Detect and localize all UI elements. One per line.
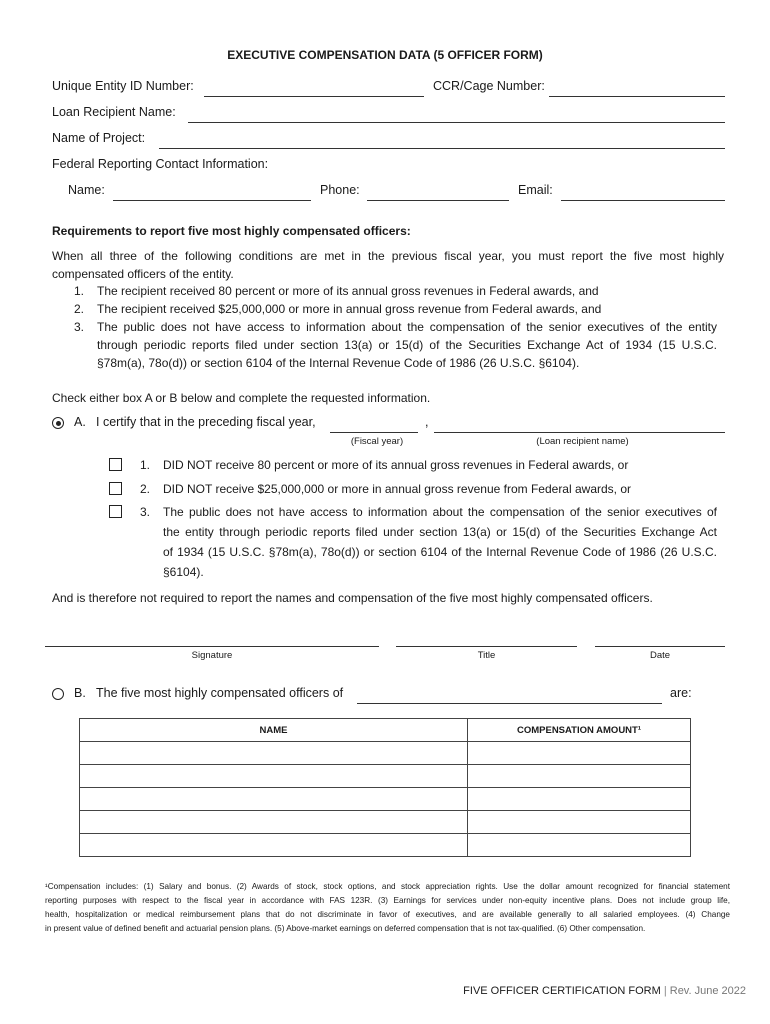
form-title: EXECUTIVE COMPENSATION DATA (5 OFFICER FORM): [227, 48, 543, 62]
option-a-item-3-line1: The public does not have access to information about the compensation of the senior executives of: [163, 505, 717, 519]
compensation-column-header: COMPENSATION AMOUNT¹: [468, 719, 691, 742]
loan-recipient-field[interactable]: [434, 432, 725, 433]
contact-phone-field[interactable]: [367, 200, 509, 201]
table-header-row: [80, 719, 691, 742]
unique-entity-id-label: Unique Entity ID Number:: [52, 79, 194, 93]
date-field[interactable]: [595, 646, 725, 647]
title-caption: Title: [477, 650, 496, 661]
loan-recipient-name-field[interactable]: [188, 122, 725, 123]
option-a-item-1-checkbox[interactable]: [109, 458, 122, 471]
compensation-footnote: [45, 880, 730, 936]
ccr-cage-field[interactable]: [549, 96, 725, 97]
check-instruction: Check either box A or B below and complete the requested information.: [52, 391, 431, 405]
loan-recipient-name-label: Loan Recipient Name:: [52, 105, 176, 119]
footer-revision: Rev. June 2022: [669, 985, 746, 997]
requirement-3-line3: §78m(a), 78o(d)) or section 6104 of the Internal Revenue Code of 1986 (26 U.S.C. §6104).: [97, 356, 580, 370]
contact-phone-label: Phone:: [320, 183, 360, 197]
option-a-item-3-line4: §6104).: [163, 565, 204, 579]
option-a-item-2-number: 2.: [140, 482, 151, 496]
option-a-item-1-text: DID NOT receive 80 percent or more of its annual gross revenues in Federal awards, or: [163, 458, 629, 472]
contact-name-label: Name:: [68, 183, 105, 197]
footer-form-name: FIVE OFFICER CERTIFICATION FORM: [463, 985, 661, 997]
contact-email-field[interactable]: [561, 200, 725, 201]
table-row: [80, 765, 691, 788]
officer-name-cell[interactable]: [80, 765, 468, 788]
option-a-letter: A.: [74, 415, 86, 429]
date-caption: Date: [649, 650, 671, 661]
requirements-intro-line2: compensated officers of the entity.: [52, 267, 234, 281]
name-of-project-label: Name of Project:: [52, 131, 146, 145]
federal-reporting-label: Federal Reporting Contact Information:: [52, 157, 269, 171]
requirement-3-line1: The public does not have access to information about the compensation of the senior executives of the entity: [97, 320, 717, 334]
option-b-letter: B.: [74, 686, 86, 700]
loan-recipient-caption: (Loan recipient name): [536, 436, 629, 447]
compensation-amount-cell[interactable]: [468, 742, 691, 765]
table-row: [80, 834, 691, 857]
table-row: [80, 811, 691, 834]
requirements-heading: Requirements to report five most highly compensated officers:: [52, 224, 411, 238]
contact-email-label: Email:: [518, 183, 553, 197]
compensation-table: [79, 718, 691, 857]
contact-name-field[interactable]: [113, 200, 311, 201]
footnote-line-3: health, hospitalization or medical reimbursement plans that do not discriminate in favor of executives, and are available generally to all salaried employees. (4) Change: [45, 910, 730, 919]
title-field[interactable]: [396, 646, 577, 647]
fiscal-year-field[interactable]: [330, 432, 418, 433]
officer-name-cell[interactable]: [80, 742, 468, 765]
option-a-comma: ,: [425, 415, 429, 429]
option-b-text: The five most highly compensated officers of: [96, 686, 344, 700]
name-column-header: NAME: [80, 719, 468, 742]
option-a-radio[interactable]: [52, 417, 64, 429]
fiscal-year-caption: (Fiscal year): [350, 436, 404, 447]
option-b-suffix: are:: [670, 686, 692, 700]
option-a-item-3-checkbox[interactable]: [109, 505, 122, 518]
compensation-amount-cell[interactable]: [468, 811, 691, 834]
option-a-conclusion: And is therefore not required to report the names and compensation of the five most highly compensated officers.: [52, 591, 653, 605]
option-a-item-2-checkbox[interactable]: [109, 482, 122, 495]
option-a-text: I certify that in the preceding fiscal year,: [96, 415, 316, 429]
officer-name-cell[interactable]: [80, 788, 468, 811]
requirement-3-number: 3.: [74, 320, 85, 334]
page-footer: [463, 985, 746, 997]
option-a-item-3-line3: of 1934 (15 U.S.C. §78m(a), 78o(d)) or section 6104 of the Internal Revenue Code of 1986 (26 U.S.C.: [163, 545, 717, 559]
option-a-item-1-number: 1.: [140, 458, 151, 472]
requirement-3-line2: through periodic reports filed under section 13(a) or 15(d) of the Securities Exchange Act of 1934 (15 U.S.C.: [97, 338, 717, 352]
compensation-amount-cell[interactable]: [468, 765, 691, 788]
signature-field[interactable]: [45, 646, 379, 647]
requirement-2-text: The recipient received $25,000,000 or more in annual gross revenue from Federal awards, and: [97, 302, 602, 316]
signature-caption: Signature: [191, 650, 233, 661]
compensation-amount-cell[interactable]: [468, 834, 691, 857]
option-a-item-2-text: DID NOT receive $25,000,000 or more in annual gross revenue from Federal awards, or: [163, 482, 632, 496]
footer-separator: |: [663, 985, 667, 997]
footnote-line-2: reporting purposes with respect to the fiscal year in accordance with FAS 123R. (3) Earnings for services under non-equity incentive plans. Does not include group life,: [45, 896, 730, 905]
option-b-radio[interactable]: [52, 688, 64, 700]
footnote-line-4: in present value of defined benefit and actuarial pension plans. (5) Above-market earnings on deferred compensation that is not tax-qualified. (6) Other compensation.: [45, 924, 646, 933]
option-b-entity-field[interactable]: [357, 703, 662, 704]
name-of-project-field[interactable]: [159, 148, 725, 149]
footnote-line-1: ¹Compensation includes: (1) Salary and bonus. (2) Awards of stock, stock options, and stock appreciation rights. Use the dollar amount recognized for financial statement: [45, 882, 730, 891]
compensation-amount-cell[interactable]: [468, 788, 691, 811]
table-row: [80, 742, 691, 765]
requirements-intro-line1: When all three of the following conditions are met in the previous fiscal year, you must report the five most highly: [52, 249, 724, 263]
option-a-item-3-number: 3.: [140, 505, 151, 519]
requirement-1-text: The recipient received 80 percent or more of its annual gross revenues in Federal awards, and: [97, 284, 599, 298]
requirement-1-number: 1.: [74, 284, 85, 298]
requirement-2-number: 2.: [74, 302, 85, 316]
table-row: [80, 788, 691, 811]
officer-name-cell[interactable]: [80, 811, 468, 834]
option-a-item-3-line2: the entity through periodic reports filed under section 13(a) or 15(d) of the Securities Exchange Act: [163, 525, 717, 539]
officer-name-cell[interactable]: [80, 834, 468, 857]
ccr-cage-label: CCR/Cage Number:: [433, 79, 545, 93]
unique-entity-id-field[interactable]: [204, 96, 424, 97]
